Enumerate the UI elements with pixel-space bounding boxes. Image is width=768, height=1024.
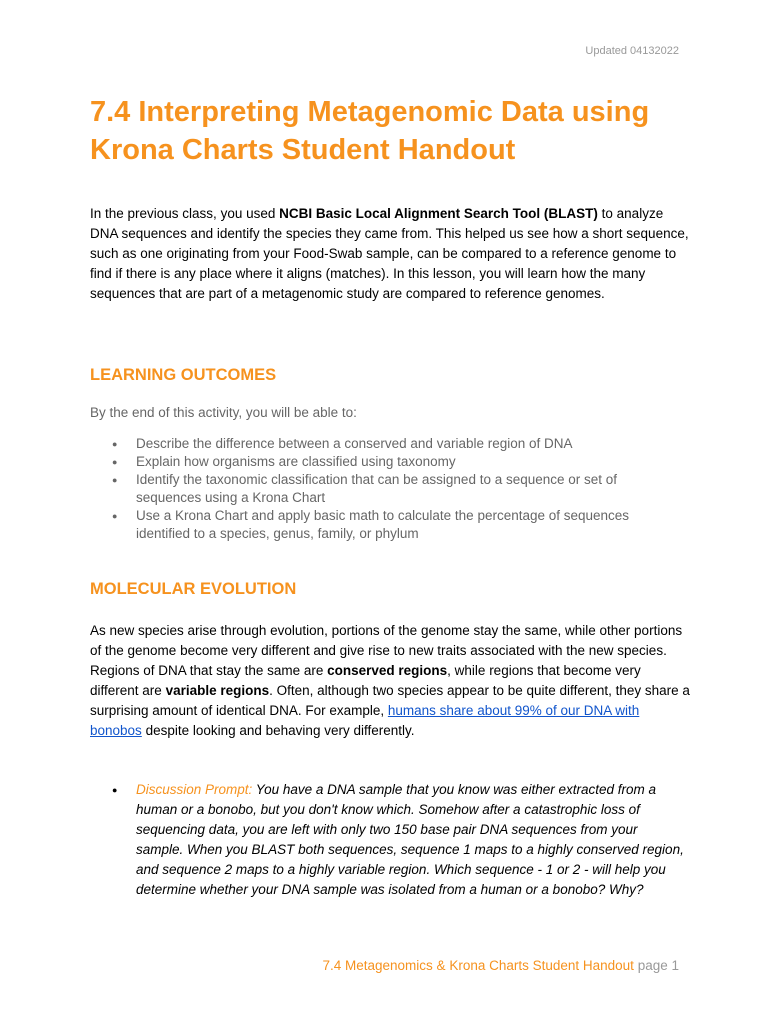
blast-term: NCBI Basic Local Alignment Search Tool (BLAST)	[279, 206, 598, 221]
learning-outcomes-lead: By the end of this activity, you will be able to:	[90, 405, 357, 420]
updated-date: Updated 04132022	[585, 45, 679, 57]
evolution-text-4: despite looking and behaving very differently.	[141, 723, 415, 738]
discussion-prompt-text: You have a DNA sample that you know was either extracted from a human or a bonobo, but you don't know which. Somehow after a catastrophic loss of sequencing data, you are left with only two 150 base pair DNA sequences from your sample. When you BLAST both sequences, sequence 1 maps to a highly conserved region, and sequence 2 maps to a highly variable region. Which sequence - 1 or 2 - will help you determine whether your DNA sample was isolated from a human or a bonobo? Why?	[136, 782, 684, 897]
page-footer	[323, 958, 680, 973]
evolution-text-1: As new species arise through evolution, portions of the genome stay the same, while other portions of the genome become very different and give rise to new traits associated with the new species. Regions of DNA that stay the same are	[90, 623, 683, 678]
page-number: page 1	[637, 958, 679, 973]
discussion-prompt	[112, 780, 687, 900]
list-item: ● Use a Krona Chart and apply basic math to calculate the percentage of sequences identified to a species, genus, family, or phylum	[112, 507, 682, 543]
intro-paragraph	[90, 204, 690, 304]
discussion-prompt-label: Discussion Prompt:	[136, 782, 253, 797]
bullet-icon: ●	[112, 785, 118, 795]
evolution-text-2: , while regions that become very different are	[90, 663, 641, 698]
molecular-evolution-heading: MOLECULAR EVOLUTION	[90, 580, 297, 598]
bonobo-dna-link[interactable]: humans share about 99% of our DNA with bonobos	[90, 703, 640, 738]
footer-title: 7.4 Metagenomics & Krona Charts Student Handout	[322, 958, 634, 973]
list-item: ● Explain how organisms are classified using taxonomy	[112, 453, 682, 471]
list-item: ● Describe the difference between a conserved and variable region of DNA	[112, 435, 682, 453]
conserved-regions-term: conserved regions	[327, 663, 448, 678]
list-item: ● Identify the taxonomic classification that can be assigned to a sequence or set of sequences using a Krona Chart	[112, 471, 682, 507]
intro-text-1: In the previous class, you used	[90, 206, 280, 221]
molecular-evolution-paragraph	[90, 621, 690, 741]
learning-outcomes-heading: LEARNING OUTCOMES	[90, 366, 277, 384]
page-title: 7.4 Interpreting Metagenomic Data using Krona Charts Student Handout	[90, 96, 650, 166]
variable-regions-term: variable regions	[165, 683, 270, 698]
evolution-text-3: . Often, although two species appear to be quite different, they share a surprising amount of identical DNA. For example,	[90, 683, 690, 718]
intro-text-2: to analyze DNA sequences and identify the species they came from. This helped us see how a short sequence, such as one originating from your Food-Swab sample, can be compared to a reference genome to find if there is any place where it aligns (matches). In this lesson, you will learn how the many sequences that are part of a metagenomic study are compared to reference genomes.	[90, 206, 689, 301]
learning-outcomes-list	[112, 435, 682, 543]
